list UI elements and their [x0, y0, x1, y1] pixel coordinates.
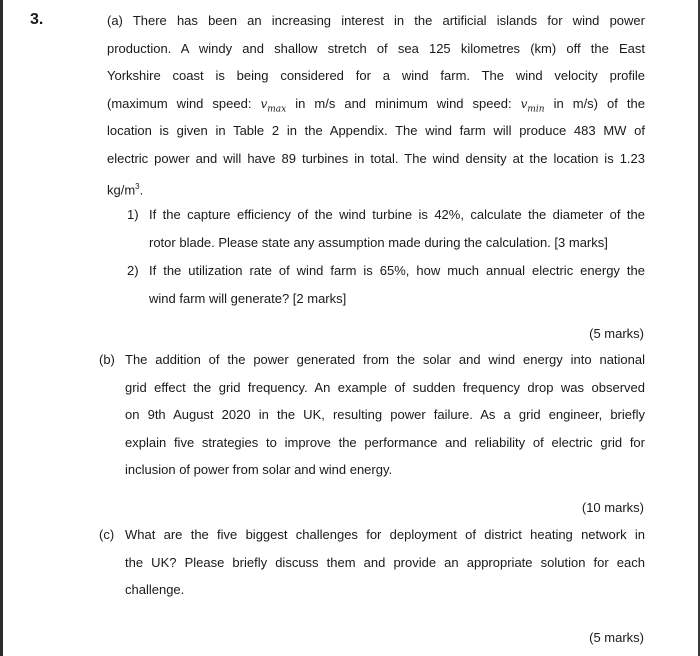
part-a-line: production. A windy and shallow stretch of sea 125 kilometres (km) off the East: [107, 40, 645, 56]
part-c: What are the five biggest challenges for deployment of district heating network in the UK? Please briefly discuss them and provide an appropriate solution for each challenge.: [125, 527, 645, 598]
part-b-label: (b): [99, 352, 115, 367]
part-c-label: (c): [99, 527, 115, 542]
part-a-line: $kg/m^3$.: [107, 181, 144, 197]
part-c-marks: (5 marks): [589, 630, 644, 645]
sub-item-number: 1): [127, 207, 139, 222]
question-number: 3.: [30, 11, 44, 28]
vmax-symbol: $v_{max}$: [260, 96, 287, 115]
part-a-label: (a): [107, 13, 123, 28]
part-a: [107, 7, 645, 200]
part-a-line: location is given in Table 2 in the Appendix. The wind farm will produce 483 MW of: [107, 123, 645, 139]
part-a-line: (a) There has been an increasing interest in the artificial islands for wind power: [107, 13, 645, 28]
page-left-edge: [0, 0, 3, 656]
sub-item-number: 2): [127, 263, 139, 278]
part-b: The addition of the power generated from the solar and wind energy into national grid effect the grid frequency. An example of sudden frequency drop was observed on 9th August 2020 in the UK, resulting power failure. As a grid engineer, briefly explain five strategies to improve the performance and reliability of electric grid for inclusion of power from solar and wind energy.: [125, 352, 645, 478]
sub-item-1: If the capture efficiency of the wind turbine is 42%, calculate the diameter of the rotor blade. Please state any assumption made during the calculation. [3 marks]: [149, 207, 645, 250]
part-a-marks: (5 marks): [589, 326, 644, 341]
part-b-marks: (10 marks): [581, 500, 644, 515]
vmin-symbol: $v_{min}$: [520, 96, 545, 115]
sub-item-2: If the utilization rate of wind farm is 65%, how much annual electric energy the wind farm will generate? [2 marks]: [149, 263, 645, 306]
part-a-line: Yorkshire coast is being considered for a wind farm. The wind velocity profile: [107, 68, 645, 84]
part-a-line: electric power and will have 89 turbines in total. The wind density at the location is 1.23: [107, 150, 645, 166]
part-a-line: (maximum wind speed: $v_{max}$ in m/s and minimum wind speed: $v_{min}$ in m/s) of the: [107, 95, 645, 115]
